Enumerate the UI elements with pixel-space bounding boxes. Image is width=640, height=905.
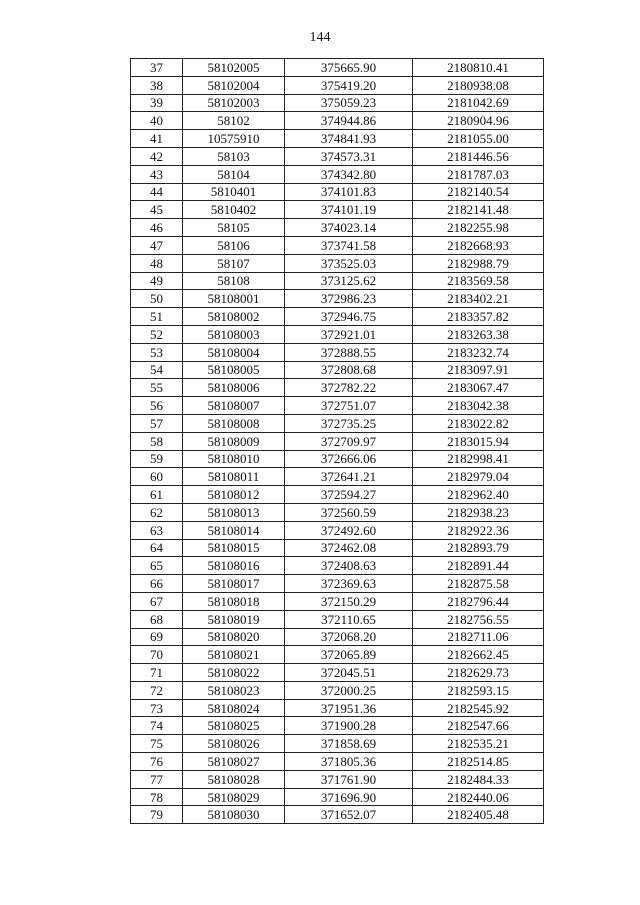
row-index-cell: 64 [131, 539, 183, 557]
row-index-cell: 48 [131, 254, 183, 272]
y-coordinate-cell: 2180938.08 [413, 76, 544, 94]
x-coordinate-cell: 372045.51 [285, 664, 413, 682]
point-id-cell: 58108030 [183, 806, 285, 824]
table-row [131, 521, 544, 539]
y-coordinate-cell: 2182893.79 [413, 539, 544, 557]
point-id-cell: 58108026 [183, 735, 285, 753]
point-id-cell: 58108023 [183, 681, 285, 699]
table-row [131, 770, 544, 788]
point-id-cell: 58105 [183, 219, 285, 237]
point-id-cell: 58108027 [183, 753, 285, 771]
x-coordinate-cell: 374101.19 [285, 201, 413, 219]
row-index-cell: 43 [131, 165, 183, 183]
row-index-cell: 77 [131, 770, 183, 788]
x-coordinate-cell: 372986.23 [285, 290, 413, 308]
point-id-cell: 58108003 [183, 325, 285, 343]
row-index-cell: 47 [131, 236, 183, 254]
table-row [131, 94, 544, 112]
point-id-cell: 58108010 [183, 450, 285, 468]
table-row [131, 183, 544, 201]
x-coordinate-cell: 372782.22 [285, 379, 413, 397]
y-coordinate-cell: 2182875.58 [413, 575, 544, 593]
x-coordinate-cell: 372110.65 [285, 610, 413, 628]
y-coordinate-cell: 2182891.44 [413, 557, 544, 575]
table-row [131, 806, 544, 824]
y-coordinate-cell: 2182922.36 [413, 521, 544, 539]
x-coordinate-cell: 372000.25 [285, 681, 413, 699]
point-id-cell: 58103 [183, 147, 285, 165]
point-id-cell: 58108013 [183, 503, 285, 521]
row-index-cell: 58 [131, 432, 183, 450]
y-coordinate-cell: 2182484.33 [413, 770, 544, 788]
row-index-cell: 61 [131, 486, 183, 504]
table-row [131, 450, 544, 468]
row-index-cell: 50 [131, 290, 183, 308]
table-row [131, 557, 544, 575]
point-id-cell: 58108029 [183, 788, 285, 806]
y-coordinate-cell: 2181446.56 [413, 147, 544, 165]
y-coordinate-cell: 2182545.92 [413, 699, 544, 717]
row-index-cell: 45 [131, 201, 183, 219]
coordinates-table [130, 58, 544, 824]
row-index-cell: 74 [131, 717, 183, 735]
y-coordinate-cell: 2182711.06 [413, 628, 544, 646]
x-coordinate-cell: 374573.31 [285, 147, 413, 165]
point-id-cell: 58108011 [183, 468, 285, 486]
table-row [131, 272, 544, 290]
x-coordinate-cell: 371652.07 [285, 806, 413, 824]
point-id-cell: 58107 [183, 254, 285, 272]
table-row [131, 254, 544, 272]
y-coordinate-cell: 2182141.48 [413, 201, 544, 219]
point-id-cell: 58102004 [183, 76, 285, 94]
y-coordinate-cell: 2182255.98 [413, 219, 544, 237]
point-id-cell: 58108028 [183, 770, 285, 788]
row-index-cell: 66 [131, 575, 183, 593]
x-coordinate-cell: 374841.93 [285, 130, 413, 148]
x-coordinate-cell: 373125.62 [285, 272, 413, 290]
x-coordinate-cell: 374023.14 [285, 219, 413, 237]
row-index-cell: 46 [131, 219, 183, 237]
y-coordinate-cell: 2182796.44 [413, 592, 544, 610]
table-row [131, 753, 544, 771]
y-coordinate-cell: 2182405.48 [413, 806, 544, 824]
row-index-cell: 65 [131, 557, 183, 575]
x-coordinate-cell: 372068.20 [285, 628, 413, 646]
table-row [131, 325, 544, 343]
x-coordinate-cell: 375059.23 [285, 94, 413, 112]
row-index-cell: 37 [131, 59, 183, 77]
x-coordinate-cell: 372594.27 [285, 486, 413, 504]
row-index-cell: 78 [131, 788, 183, 806]
table-row [131, 76, 544, 94]
point-id-cell: 58108009 [183, 432, 285, 450]
row-index-cell: 49 [131, 272, 183, 290]
row-index-cell: 60 [131, 468, 183, 486]
x-coordinate-cell: 373741.58 [285, 236, 413, 254]
y-coordinate-cell: 2182662.45 [413, 646, 544, 664]
row-index-cell: 42 [131, 147, 183, 165]
table-row [131, 201, 544, 219]
row-index-cell: 69 [131, 628, 183, 646]
row-index-cell: 70 [131, 646, 183, 664]
table-row [131, 681, 544, 699]
row-index-cell: 73 [131, 699, 183, 717]
table-row [131, 788, 544, 806]
y-coordinate-cell: 2182535.21 [413, 735, 544, 753]
row-index-cell: 56 [131, 397, 183, 415]
table-row [131, 610, 544, 628]
y-coordinate-cell: 2183067.47 [413, 379, 544, 397]
point-id-cell: 58108025 [183, 717, 285, 735]
point-id-cell: 58108012 [183, 486, 285, 504]
y-coordinate-cell: 2182979.04 [413, 468, 544, 486]
row-index-cell: 39 [131, 94, 183, 112]
y-coordinate-cell: 2182668.93 [413, 236, 544, 254]
x-coordinate-cell: 374944.86 [285, 112, 413, 130]
point-id-cell: 58108002 [183, 308, 285, 326]
row-index-cell: 53 [131, 343, 183, 361]
row-index-cell: 72 [131, 681, 183, 699]
table-row [131, 112, 544, 130]
point-id-cell: 58104 [183, 165, 285, 183]
x-coordinate-cell: 372888.55 [285, 343, 413, 361]
x-coordinate-cell: 372946.75 [285, 308, 413, 326]
table-row [131, 735, 544, 753]
x-coordinate-cell: 371761.90 [285, 770, 413, 788]
row-index-cell: 67 [131, 592, 183, 610]
point-id-cell: 58108014 [183, 521, 285, 539]
x-coordinate-cell: 372369.63 [285, 575, 413, 593]
y-coordinate-cell: 2183263.38 [413, 325, 544, 343]
y-coordinate-cell: 2180904.96 [413, 112, 544, 130]
row-index-cell: 51 [131, 308, 183, 326]
x-coordinate-cell: 372751.07 [285, 397, 413, 415]
row-index-cell: 59 [131, 450, 183, 468]
table-row [131, 503, 544, 521]
x-coordinate-cell: 372560.59 [285, 503, 413, 521]
x-coordinate-cell: 372150.29 [285, 592, 413, 610]
y-coordinate-cell: 2182140.54 [413, 183, 544, 201]
point-id-cell: 10575910 [183, 130, 285, 148]
x-coordinate-cell: 372462.08 [285, 539, 413, 557]
y-coordinate-cell: 2183569.58 [413, 272, 544, 290]
y-coordinate-cell: 2180810.41 [413, 59, 544, 77]
table-row [131, 468, 544, 486]
table-row [131, 646, 544, 664]
row-index-cell: 68 [131, 610, 183, 628]
table-row [131, 343, 544, 361]
table-row [131, 592, 544, 610]
y-coordinate-cell: 2183042.38 [413, 397, 544, 415]
x-coordinate-cell: 371805.36 [285, 753, 413, 771]
point-id-cell: 58102 [183, 112, 285, 130]
table-row [131, 165, 544, 183]
point-id-cell: 58108020 [183, 628, 285, 646]
table-row [131, 432, 544, 450]
y-coordinate-cell: 2182988.79 [413, 254, 544, 272]
x-coordinate-cell: 372666.06 [285, 450, 413, 468]
point-id-cell: 58108015 [183, 539, 285, 557]
x-coordinate-cell: 373525.03 [285, 254, 413, 272]
row-index-cell: 79 [131, 806, 183, 824]
x-coordinate-cell: 372709.97 [285, 432, 413, 450]
y-coordinate-cell: 2182756.55 [413, 610, 544, 628]
y-coordinate-cell: 2183232.74 [413, 343, 544, 361]
x-coordinate-cell: 375419.20 [285, 76, 413, 94]
table-row [131, 219, 544, 237]
point-id-cell: 58108019 [183, 610, 285, 628]
row-index-cell: 71 [131, 664, 183, 682]
point-id-cell: 5810402 [183, 201, 285, 219]
table-row [131, 379, 544, 397]
x-coordinate-cell: 371696.90 [285, 788, 413, 806]
table-row [131, 147, 544, 165]
y-coordinate-cell: 2183015.94 [413, 432, 544, 450]
y-coordinate-cell: 2182998.41 [413, 450, 544, 468]
table-row [131, 575, 544, 593]
y-coordinate-cell: 2183097.91 [413, 361, 544, 379]
table-row [131, 130, 544, 148]
table-row [131, 414, 544, 432]
row-index-cell: 55 [131, 379, 183, 397]
y-coordinate-cell: 2183402.21 [413, 290, 544, 308]
x-coordinate-cell: 371951.36 [285, 699, 413, 717]
x-coordinate-cell: 375665.90 [285, 59, 413, 77]
row-index-cell: 62 [131, 503, 183, 521]
y-coordinate-cell: 2181055.00 [413, 130, 544, 148]
row-index-cell: 54 [131, 361, 183, 379]
table-row [131, 308, 544, 326]
row-index-cell: 41 [131, 130, 183, 148]
row-index-cell: 57 [131, 414, 183, 432]
x-coordinate-cell: 371900.28 [285, 717, 413, 735]
y-coordinate-cell: 2181787.03 [413, 165, 544, 183]
x-coordinate-cell: 372065.89 [285, 646, 413, 664]
point-id-cell: 58108018 [183, 592, 285, 610]
y-coordinate-cell: 2183022.82 [413, 414, 544, 432]
table-row [131, 539, 544, 557]
row-index-cell: 76 [131, 753, 183, 771]
row-index-cell: 44 [131, 183, 183, 201]
table-row [131, 397, 544, 415]
table-row [131, 717, 544, 735]
point-id-cell: 58108021 [183, 646, 285, 664]
row-index-cell: 38 [131, 76, 183, 94]
page-number: 144 [309, 30, 331, 45]
point-id-cell: 58108006 [183, 379, 285, 397]
point-id-cell: 58108008 [183, 414, 285, 432]
row-index-cell: 63 [131, 521, 183, 539]
y-coordinate-cell: 2182938.23 [413, 503, 544, 521]
point-id-cell: 58102003 [183, 94, 285, 112]
table-row [131, 59, 544, 77]
row-index-cell: 75 [131, 735, 183, 753]
y-coordinate-cell: 2182962.40 [413, 486, 544, 504]
point-id-cell: 58108005 [183, 361, 285, 379]
point-id-cell: 58108024 [183, 699, 285, 717]
table-row [131, 361, 544, 379]
x-coordinate-cell: 371858.69 [285, 735, 413, 753]
table-row [131, 290, 544, 308]
x-coordinate-cell: 372808.68 [285, 361, 413, 379]
y-coordinate-cell: 2182593.15 [413, 681, 544, 699]
x-coordinate-cell: 372735.25 [285, 414, 413, 432]
x-coordinate-cell: 374342.80 [285, 165, 413, 183]
y-coordinate-cell: 2182547.66 [413, 717, 544, 735]
table-row [131, 699, 544, 717]
table-row [131, 486, 544, 504]
table-row [131, 664, 544, 682]
point-id-cell: 58102005 [183, 59, 285, 77]
y-coordinate-cell: 2181042.69 [413, 94, 544, 112]
point-id-cell: 58106 [183, 236, 285, 254]
y-coordinate-cell: 2183357.82 [413, 308, 544, 326]
row-index-cell: 52 [131, 325, 183, 343]
x-coordinate-cell: 372408.63 [285, 557, 413, 575]
x-coordinate-cell: 372641.21 [285, 468, 413, 486]
point-id-cell: 58108017 [183, 575, 285, 593]
row-index-cell: 40 [131, 112, 183, 130]
point-id-cell: 58108 [183, 272, 285, 290]
x-coordinate-cell: 372921.01 [285, 325, 413, 343]
table-row [131, 236, 544, 254]
point-id-cell: 58108022 [183, 664, 285, 682]
y-coordinate-cell: 2182514.85 [413, 753, 544, 771]
x-coordinate-cell: 374101.83 [285, 183, 413, 201]
x-coordinate-cell: 372492.60 [285, 521, 413, 539]
coordinates-table-body [131, 59, 544, 824]
point-id-cell: 5810401 [183, 183, 285, 201]
table-row [131, 628, 544, 646]
point-id-cell: 58108001 [183, 290, 285, 308]
y-coordinate-cell: 2182440.06 [413, 788, 544, 806]
point-id-cell: 58108007 [183, 397, 285, 415]
point-id-cell: 58108016 [183, 557, 285, 575]
point-id-cell: 58108004 [183, 343, 285, 361]
y-coordinate-cell: 2182629.73 [413, 664, 544, 682]
